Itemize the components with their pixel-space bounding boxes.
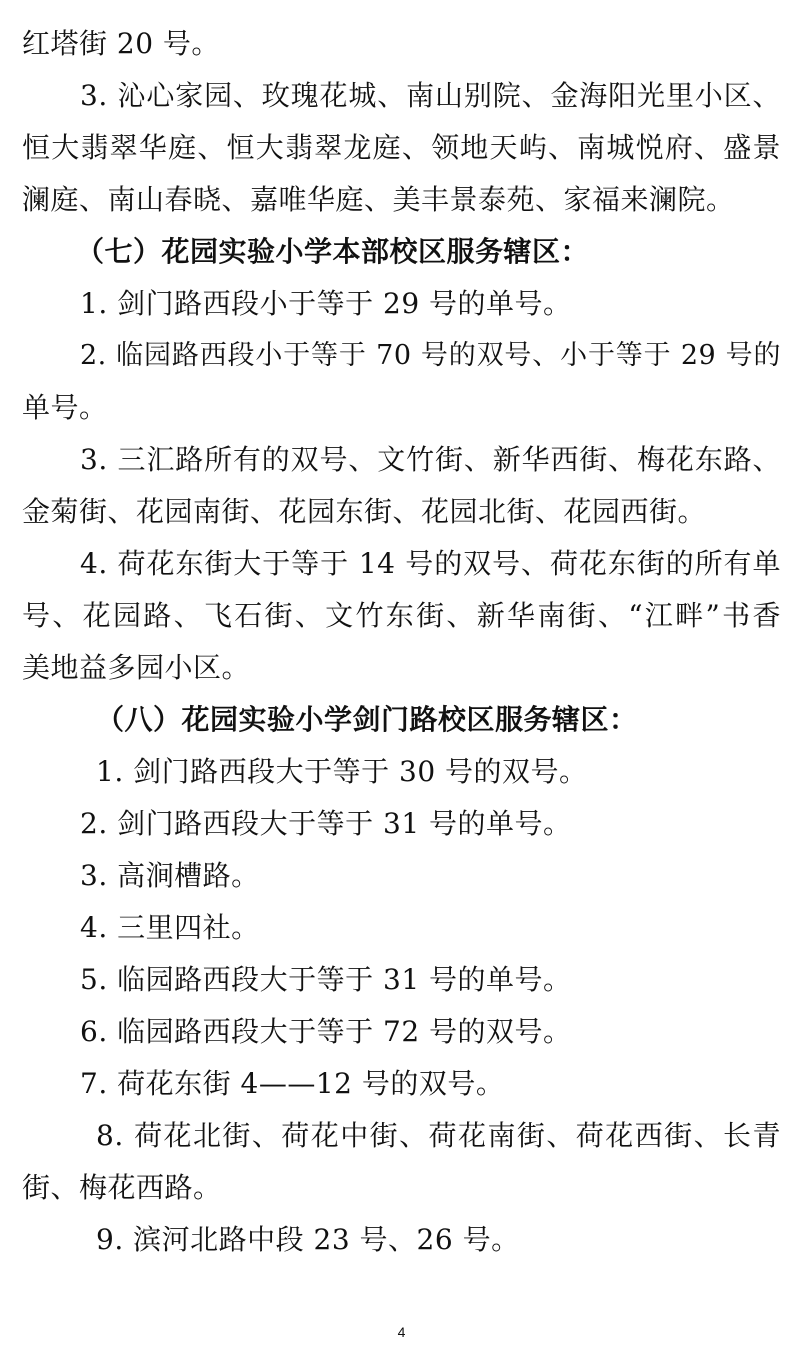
text-line: 1. 剑门路西段大于等于 30 号的双号。 bbox=[96, 755, 588, 788]
text-line: 5. 临园路西段大于等于 31 号的单号。 bbox=[80, 963, 572, 996]
text-line: 号、花园路、飞石街、文竹东街、新华南街、“江畔”书香 bbox=[22, 599, 781, 632]
text-line: 红塔街 20 号。 bbox=[22, 27, 220, 60]
text-line: 4. 荷花东街大于等于 14 号的双号、荷花东街的所有单 bbox=[80, 547, 781, 580]
section-heading: （七）花园实验小学本部校区服务辖区： bbox=[76, 235, 590, 268]
text-line: 单号。 bbox=[22, 391, 108, 424]
text-line: 街、梅花西路。 bbox=[22, 1171, 222, 1204]
text-line: 2. 剑门路西段大于等于 31 号的单号。 bbox=[80, 807, 572, 840]
text-line: 8. 荷花北街、荷花中街、荷花南街、荷花西街、长青 bbox=[96, 1119, 781, 1152]
text-line: 3. 高涧槽路。 bbox=[80, 859, 260, 892]
text-line: 金菊街、花园南街、花园东街、花园北街、花园西街。 bbox=[22, 495, 707, 528]
text-line: 4. 三里四社。 bbox=[80, 911, 260, 944]
page-number: 4 bbox=[397, 1324, 406, 1340]
text-line: 澜庭、南山春晓、嘉唯华庭、美丰景泰苑、家福来澜院。 bbox=[22, 183, 735, 216]
text-line: 美地益多园小区。 bbox=[22, 651, 251, 684]
text-line: 3. 三汇路所有的双号、文竹街、新华西街、梅花东路、 bbox=[80, 443, 781, 476]
text-line: 6. 临园路西段大于等于 72 号的双号。 bbox=[80, 1015, 572, 1048]
text-line: 2. 临园路西段小于等于 70 号的双号、小于等于 29 号的 bbox=[80, 340, 781, 371]
text-line: 7. 荷花东街 4——12 号的双号。 bbox=[80, 1067, 505, 1100]
text-line: 1. 剑门路西段小于等于 29 号的单号。 bbox=[80, 287, 572, 320]
section-heading: （八）花园实验小学剑门路校区服务辖区： bbox=[96, 703, 638, 736]
text-line: 9. 滨河北路中段 23 号、26 号。 bbox=[96, 1223, 520, 1256]
text-line: 3. 沁心家园、玫瑰花城、南山别院、金海阳光里小区、 bbox=[80, 79, 781, 112]
text-line: 恒大翡翠华庭、恒大翡翠龙庭、领地天屿、南城悦府、盛景 bbox=[22, 131, 781, 164]
